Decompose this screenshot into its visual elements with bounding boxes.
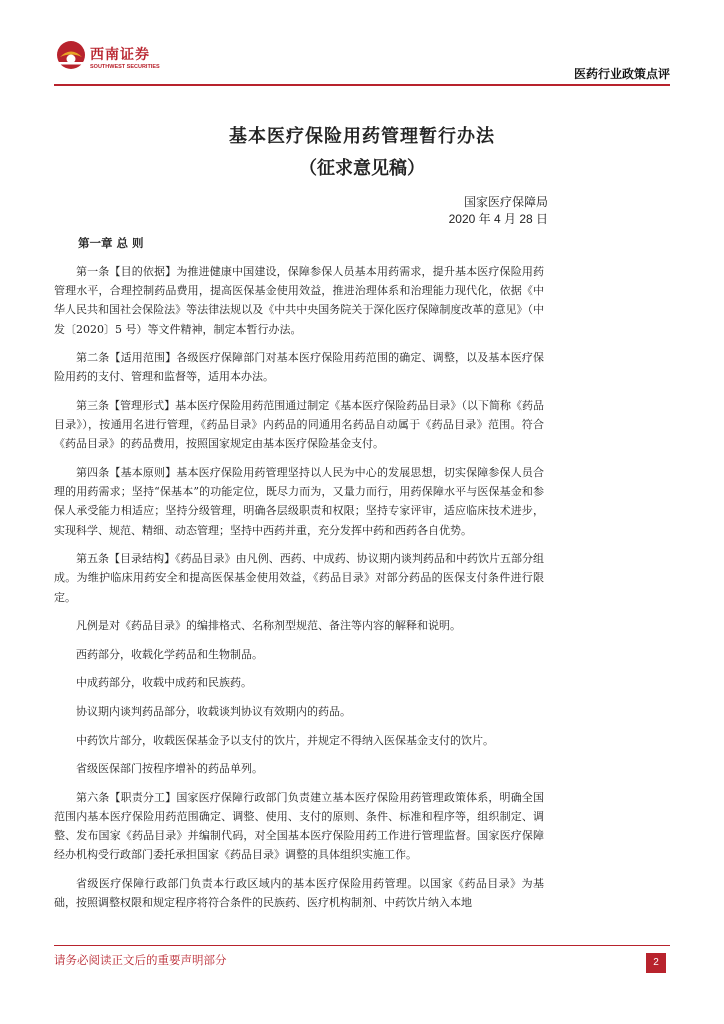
paragraph-negotiated-drugs: 协议期内谈判药品部分，收载谈判协议有效期内的药品。: [76, 704, 351, 718]
header-divider: [54, 84, 670, 86]
article-2: 第二条【适用范围】各级医疗保障部门对基本医疗保险用药范围的确定、调整，以及基本医疗保险用药的支付、管理和监督等，适用本办法。: [54, 351, 544, 384]
document-subtitle: （征求意见稿）: [299, 158, 425, 179]
document-body: [54, 262, 544, 919]
chapter-heading: 第一章 总 则: [78, 236, 144, 250]
issue-date: 2020 年 4 月 28 日: [448, 212, 548, 226]
disclaimer-notice: 请务必阅读正文后的重要声明部分: [54, 953, 227, 967]
article-3: 第三条【管理形式】基本医疗保险用药范围通过制定《基本医疗保险药品目录》（以下简称《药品目录》），按通用名进行管理，《药品目录》内药品的同通用名药品自动属于《药品目录》范围。符合《药品目录》的药品费用，按照国家规定由基本医疗保险基金支付。: [54, 399, 544, 451]
page-number: 2: [646, 953, 666, 973]
report-category: 医药行业政策点评: [573, 67, 670, 81]
issuer: 国家医疗保障局: [463, 195, 548, 209]
article-5: 第五条【目录结构】《药品目录》由凡例、西药、中成药、协议期内谈判药品和中药饮片五部分组成。为维护临床用药安全和提高医保基金使用效益，《药品目录》对部分药品的医保支付条件进行限定。: [54, 552, 544, 604]
paragraph-provincial-duties: 省级医疗保障行政部门负责本行政区域内的基本医疗保险用药管理。以国家《药品目录》为基础，按照调整权限和规定程序将符合条件的民族药、医疗机构制剂、中药饮片纳入本地: [54, 876, 544, 910]
paragraph-chinese-patent-medicine: 中成药部分，收载中成药和民族药。: [76, 676, 252, 690]
paragraph-western-medicine: 西药部分，收载化学药品和生物制品。: [76, 647, 263, 661]
footer-divider: [54, 945, 670, 946]
paragraph-fanli: 凡例是对《药品目录》的编排格式、名称剂型规范、备注等内容的解释和说明。: [76, 619, 461, 633]
paragraph-herbal-pieces: 中药饮片部分，收载医保基金予以支付的饮片，并规定不得纳入医保基金支付的饮片。: [76, 733, 494, 747]
article-1: 第一条【目的依据】为推进健康中国建设，保障参保人员基本用药需求，提升基本医疗保险用药管理水平，合理控制药品费用，提高医保基金使用效益，推进治理体系和治理能力现代化，依据《中华人民共和国社会保险法》等法律法规以及《中共中央国务院关于深化医疗保障制度改革的意见》（中发〔2020〕5 号）等文件精神，制定本暂行办法。: [54, 265, 544, 336]
page-header: [0, 0, 724, 90]
company-logo: [56, 40, 176, 80]
document-title: 基本医疗保险用药管理暂行办法: [229, 126, 495, 147]
paragraph-provincial-additions: 省级医保部门按程序增补的药品单列。: [76, 762, 263, 776]
logo-subtitle: SOUTHWEST SECURITIES: [90, 64, 160, 70]
southwest-securities-logo-icon: [56, 40, 86, 70]
logo-name: 西南证券: [90, 47, 150, 63]
article-4: 第四条【基本原则】基本医疗保险用药管理坚持以人民为中心的发展思想，切实保障参保人员合理的用药需求；坚持“保基本”的功能定位，既尽力而为，又量力而行，用药保障水平与医保基金和参保人承受能力相适应；坚持分级管理，明确各层级职责和权限；坚持专家评审，适应临床技术进步，实现科学、规范、精细、动态管理；坚持中西药并重，充分发挥中药和西药各自优势。: [54, 466, 544, 537]
article-6: 第六条【职责分工】国家医疗保障行政部门负责建立基本医疗保险用药管理政策体系，明确全国范围内基本医疗保险用药范围确定、调整、使用、支付的原则、条件、标准和程序等，组织制定、调整、发布国家《药品目录》并编制代码，对全国基本医疗保险用药工作进行管理监督。国家医疗保障经办机构受行政部门委托承担国家《药品目录》调整的具体组织实施工作。: [54, 790, 544, 862]
